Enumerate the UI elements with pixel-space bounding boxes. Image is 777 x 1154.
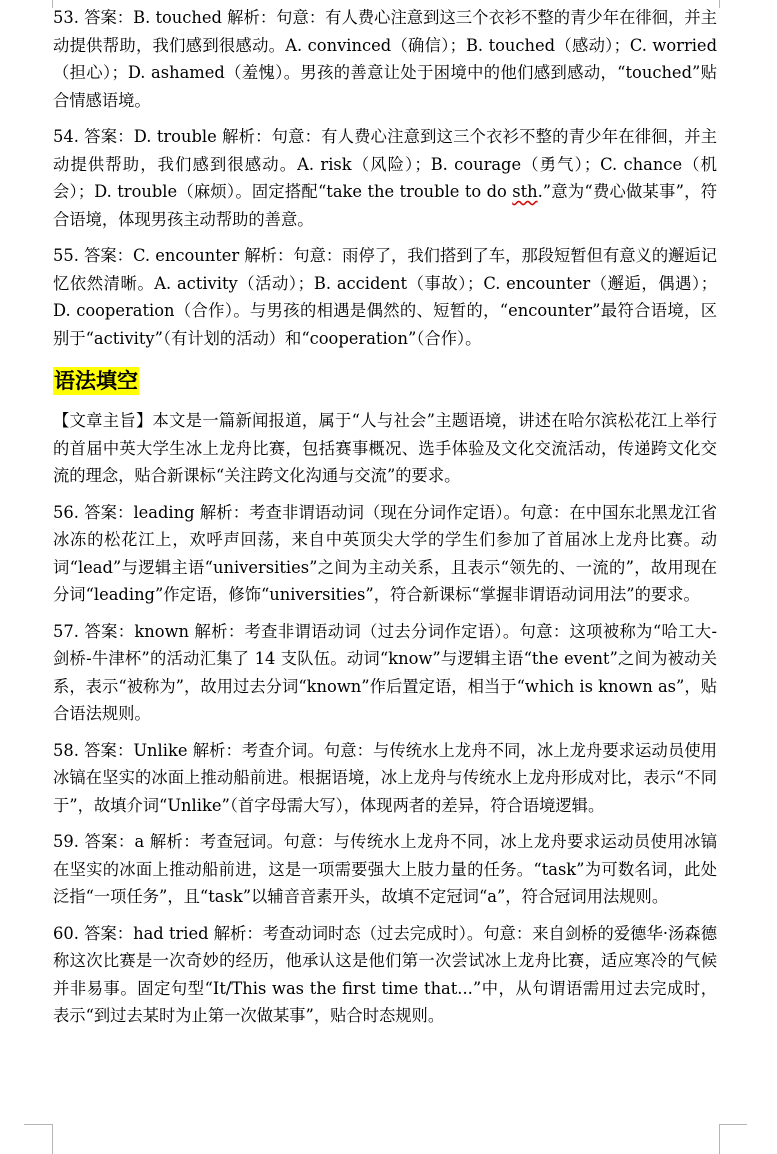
spellcheck-underlined-word: sth <box>512 182 538 201</box>
answer-56-paragraph: 56. 答案：leading 解析：考查非谓语动词（现在分词作定语）。句意：在中国东北黑龙江省冰冻的松花江上，欢呼声回荡，来自中英顶尖大学的学生们参加了首届冰上龙舟比赛。动词“lead”与逻辑主语“universities”之间为主动关系，且表示“领先的、一流的”，故用现在分词“leading”作定语，修饰“universities”，符合新课标“掌握非谓语动词用法”的要求。 <box>53 502 717 604</box>
answer-59-paragraph: 59. 答案：a 解析：考查冠词。句意：与传统水上龙舟不同，冰上龙舟要求运动员使用冰镐在坚实的冰面上推动船前进，这是一项需要强大上肢力量的任务。“task”为可数名词，此处泛指“一项任务”，且“task”以辅音音素开头，故填不定冠词“a”，符合冠词用法规则。 <box>53 832 717 906</box>
answer-53-paragraph: 53. 答案：B. touched 解析：句意：有人费心注意到这三个衣衫不整的青少年在徘徊，并主动提供帮助，我们感到很感动。A. convinced（确信）；B. touched（感动）；C. worried（担心）；D. ashamed（羞愧）。男孩的善意让处于困境中的他们感到感动，“touched”贴合情感语境。 <box>53 8 717 110</box>
section-heading: 语法填空 <box>54 369 138 393</box>
crop-mark-bottom-right-horizontal <box>719 1124 747 1125</box>
document-body <box>53 4 717 1039</box>
answer-60-paragraph: 60. 答案：had tried 解析：考查动词时态（过去完成时）。句意：来自剑桥的爱德华·汤森德称这次比赛是一次奇妙的经历，他承认这是他们第一次尝试冰上龙舟比赛，适应寒冷的气候并非易事。固定句型“It/This was the first time that...”中，从句谓语需用过去完成时，表示“到过去某时为止第一次做某事”，贴合时态规则。 <box>53 923 717 1025</box>
answer-58-paragraph: 58. 答案：Unlike 解析：考查介词。句意：与传统水上龙舟不同，冰上龙舟要求运动员使用冰镐在坚实的冰面上推动船前进。根据语境，冰上龙舟与传统水上龙舟形成对比，表示“不同于”，故填介词“Unlike”（首字母需大写），体现两者的差异，符合语境逻辑。 <box>53 740 717 815</box>
answer-55-paragraph: 55. 答案：C. encounter 解析：句意：雨停了，我们搭到了车，那段短暂但有意义的邂逅记忆依然清晰。A. activity（活动）；B. accident（事故）；C. encounter（邂逅，偶遇）；D. cooperation（合作）。与男孩的相遇是偶然的、短暂的，“encounter”最符合语境，区别于“activity”（有计划的活动）和“cooperation”（合作）。 <box>53 246 717 348</box>
article-summary-paragraph: 【文章主旨】本文是一篇新闻报道，属于“人与社会”主题语境，讲述在哈尔滨松花江上举行的首届中英大学生冰上龙舟比赛，包括赛事概况、选手体验及文化交流活动，传递跨文化交流的理念，贴合新课标“关注跨文化沟通与交流”的要求。 <box>53 411 717 485</box>
crop-mark-bottom-left-vertical <box>52 1124 53 1154</box>
crop-mark-bottom-right-vertical <box>719 1124 720 1154</box>
answer-54-text: 54. 答案：D. trouble 解析：句意：有人费心注意到这三个衣衫不整的青少年在徘徊，并主动提供帮助，我们感到很感动。A. risk（风险）；B. courage（勇气）；C. chance（机会）；D. trouble（麻烦）。固定搭配“take the trouble to do <box>53 127 717 201</box>
crop-mark-top-right <box>719 0 720 8</box>
answer-54-paragraph <box>53 123 717 233</box>
answer-54-text-end: .”意为“费心做某事”，符合语境，体现男孩主动帮助的善意。 <box>53 182 717 229</box>
answer-57-paragraph: 57. 答案：known 解析：考查非谓语动词（过去分词作定语）。句意：这项被称为“哈工大-剑桥-牛津杯”的活动汇集了 14 支队伍。动词“know”与逻辑主语“the event”之间为被动关系，表示“被称为”，故用过去分词“known”作后置定语，相当于“which is known as”，贴合语法规则。 <box>53 621 717 723</box>
crop-mark-bottom-left-horizontal <box>24 1124 52 1125</box>
